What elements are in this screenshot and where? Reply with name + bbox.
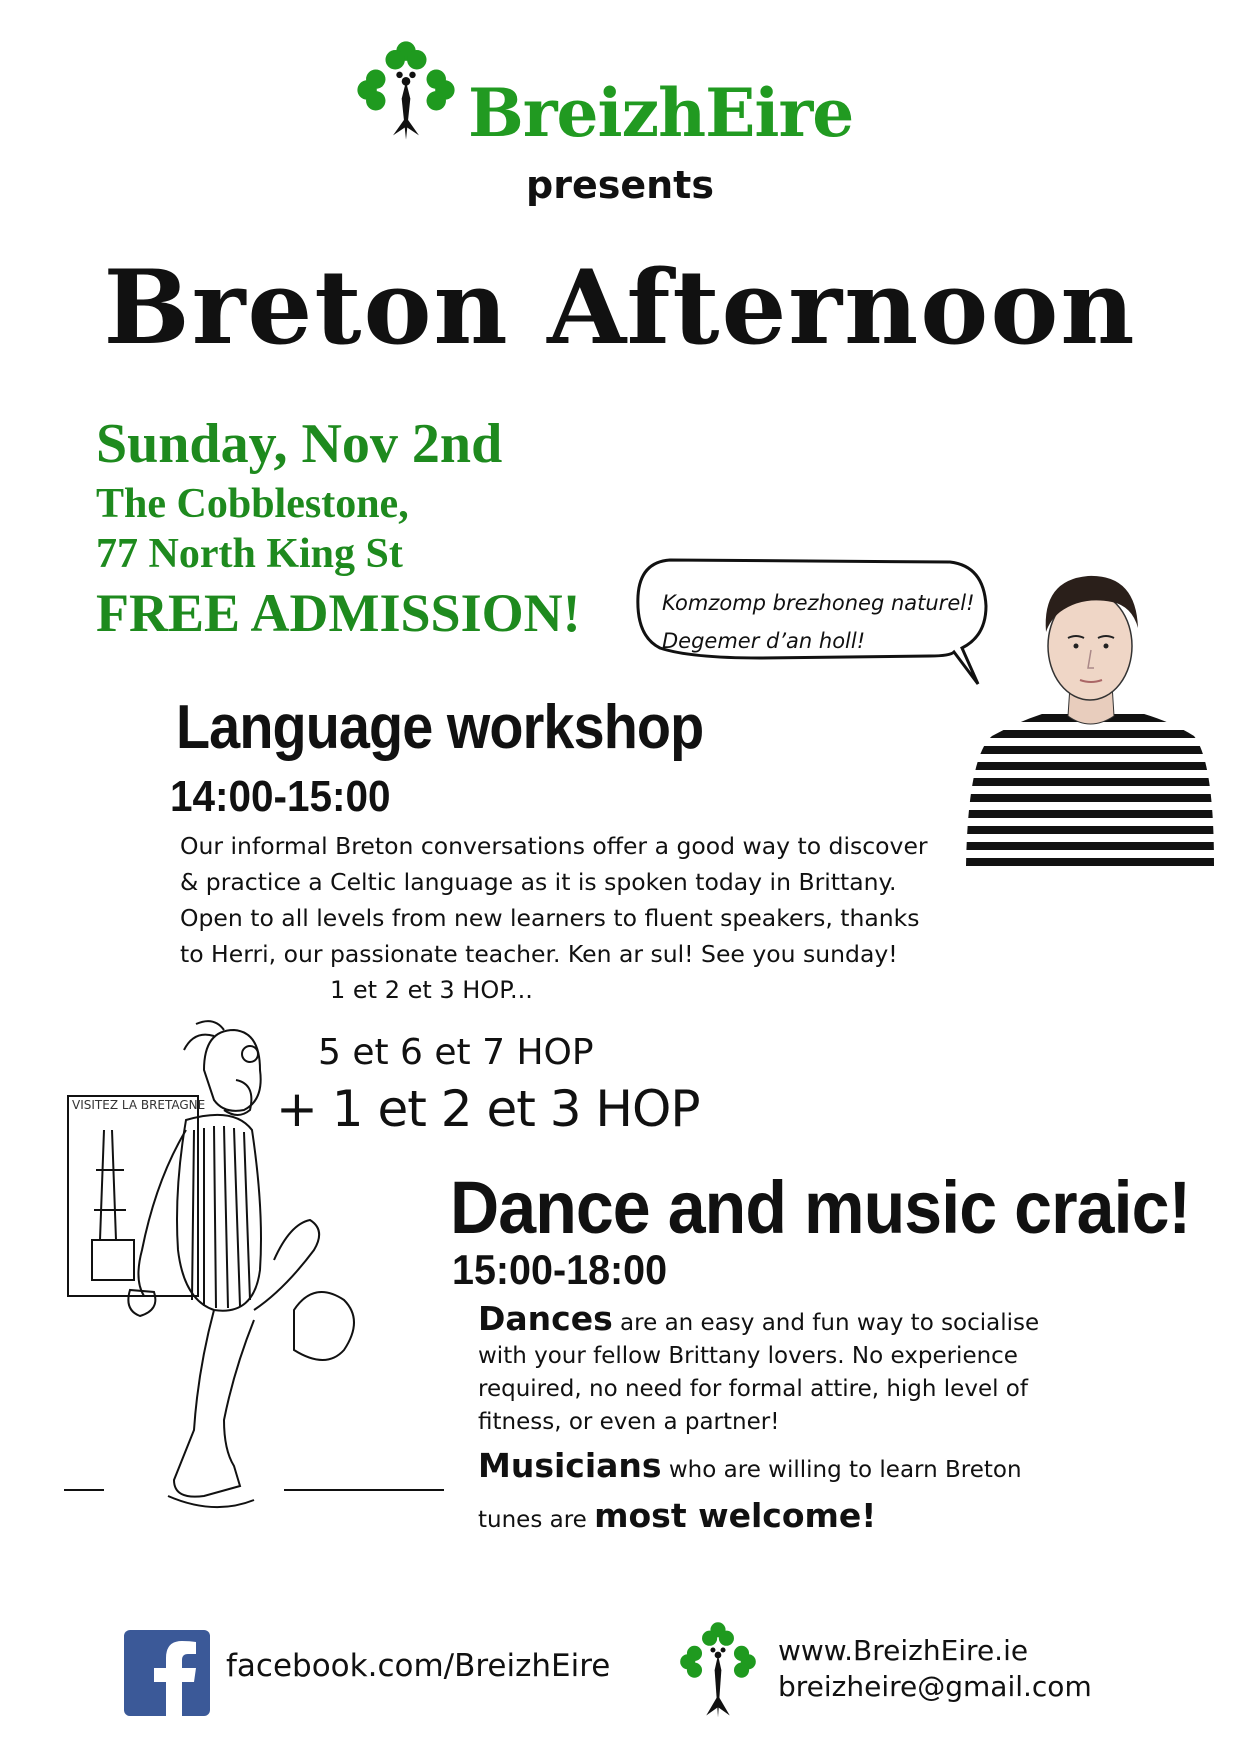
workshop-time: 14:00-15:00 bbox=[170, 772, 391, 821]
handwritten-count-1: 1 et 2 et 3 HOP... bbox=[330, 976, 533, 1004]
workshop-description-line: Open to all levels from new learners to fluent speakers, thanks bbox=[180, 904, 920, 932]
most-welcome-text: most welcome! bbox=[594, 1496, 877, 1535]
dance-description bbox=[478, 1299, 1078, 1543]
email-link[interactable]: breizheire@gmail.com bbox=[778, 1670, 1092, 1703]
speech-bubble-text bbox=[662, 584, 975, 660]
workshop-description-line: Our informal Breton conversations offer a good way to discover bbox=[180, 832, 928, 860]
workshop-description bbox=[180, 828, 980, 972]
event-admission: FREE ADMISSION! bbox=[96, 583, 581, 643]
dances-lead: Dances bbox=[478, 1299, 613, 1338]
dances-text: are an easy and fun way to socialise with your fellow Brittany lovers. No experience required, no need for formal attire, high level of fitness, or even a partner! bbox=[478, 1310, 1040, 1435]
musicians-text: who are willing to learn Breton tunes are bbox=[478, 1457, 1022, 1533]
dancing-man-sketch-image bbox=[64, 1010, 444, 1520]
brand-name: BreizhEire bbox=[468, 74, 854, 152]
workshop-description-line: to Herri, our passionate teacher. Ken ar sul! See you sunday! bbox=[180, 940, 898, 968]
workshop-description-line: & practice a Celtic language as it is spoken today in Brittany. bbox=[180, 868, 897, 896]
page-title: Breton Afternoon bbox=[103, 248, 1137, 368]
dances-paragraph bbox=[478, 1299, 1078, 1439]
workshop-title: Language workshop bbox=[176, 693, 704, 762]
handwritten-count-3: + 1 et 2 et 3 HOP bbox=[276, 1080, 700, 1138]
handwritten-count-2: 5 et 6 et 7 HOP bbox=[318, 1032, 594, 1073]
speech-bubble-line1: Komzomp brezhoneg naturel! bbox=[662, 591, 975, 615]
event-date: Sunday, Nov 2nd bbox=[96, 413, 503, 475]
website-link[interactable]: www.BreizhEire.ie bbox=[778, 1634, 1029, 1667]
musicians-paragraph bbox=[478, 1443, 1078, 1543]
event-venue: The Cobblestone, bbox=[96, 481, 409, 527]
event-address: 77 North King St bbox=[96, 531, 403, 577]
presents-label: presents bbox=[526, 163, 714, 207]
facebook-icon[interactable] bbox=[124, 1630, 210, 1716]
poster-caption: VISITEZ LA BRETAGNE bbox=[72, 1098, 206, 1112]
man-in-striped-shirt-image bbox=[962, 566, 1218, 872]
footer-logo-icon bbox=[676, 1618, 760, 1724]
dance-title: Dance and music craic! bbox=[450, 1166, 1191, 1249]
musicians-lead: Musicians bbox=[478, 1446, 662, 1485]
facebook-link[interactable]: facebook.com/BreizhEire bbox=[226, 1648, 611, 1684]
dance-time: 15:00-18:00 bbox=[452, 1246, 668, 1293]
speech-bubble-line2: Degemer d’an holl! bbox=[662, 629, 866, 653]
brand-logo-icon bbox=[352, 36, 460, 144]
